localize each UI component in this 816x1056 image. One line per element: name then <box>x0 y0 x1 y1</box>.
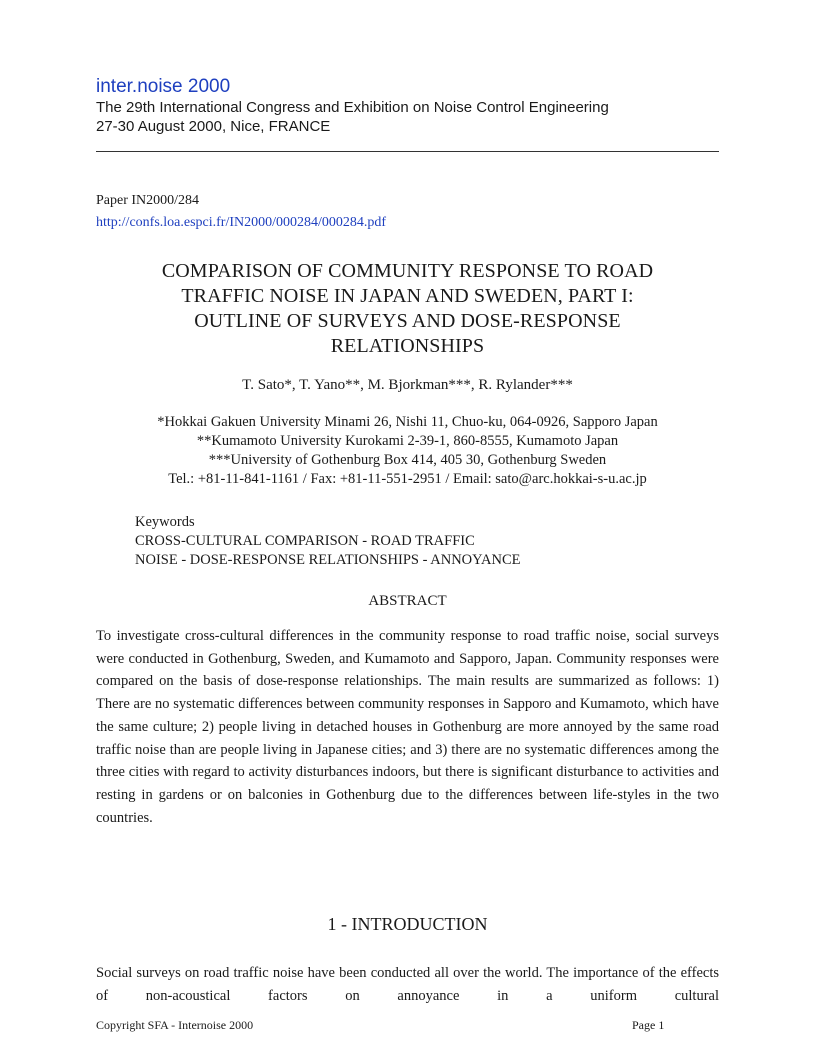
keywords-block <box>135 513 520 570</box>
header-divider <box>96 151 719 152</box>
paper-title <box>96 259 719 359</box>
introduction-heading: 1 - INTRODUCTION <box>327 914 488 934</box>
conference-name: inter.noise 2000 <box>96 76 231 97</box>
conference-date-place: 27-30 August 2000, Nice, FRANCE <box>96 118 331 135</box>
paper-url-link[interactable]: http://confs.loa.espci.fr/IN2000/000284/000284.pdf <box>96 215 387 230</box>
footer-copyright: Copyright SFA - Internoise 2000 <box>96 1018 254 1032</box>
title-line: COMPARISON OF COMMUNITY RESPONSE TO ROAD <box>161 260 654 282</box>
contact-line: Tel.: +81-11-841-1161 / Fax: +81-11-551-2951 / Email: sato@arc.hokkai-s-u.ac.jp <box>168 471 647 487</box>
authors: T. Sato*, T. Yano**, M. Bjorkman***, R. Rylander*** <box>242 377 573 393</box>
abstract-heading: ABSTRACT <box>368 593 447 609</box>
footer-page-number: Page 1 <box>632 1018 665 1032</box>
keywords-line: NOISE - DOSE-RESPONSE RELATIONSHIPS - ANNOYANCE <box>135 552 521 568</box>
conference-header <box>96 76 719 136</box>
title-line: OUTLINE OF SURVEYS AND DOSE-RESPONSE <box>194 310 621 332</box>
affiliations <box>96 413 719 489</box>
affiliation-line: *Hokkai Gakuen University Minami 26, Nishi 11, Chuo-ku, 064-0926, Sapporo Japan <box>157 414 658 430</box>
abstract-text: To investigate cross-cultural differences in the community response to road traffic noise, social surveys were conducted in Gothenburg, Sweden, and Kumamoto and Sapporo, Japan. Community responses were compared on the basis of dose-response relationships. The main results are summarized as follows: 1) There are no systematic differences between community responses in Sapporo and Kumamoto, which have the same culture; 2) people living in detached houses in Gothenburg are more annoyed by the same road traffic noise than are people living in Japanese cities; and 3) there are no systematic differences among the three cities with regard to activity disturbances indoors, but there is significant disturbance to activities and resting in gardens or on balconies in Gothenburg due to the differences between life-styles in the two countries. <box>96 628 719 826</box>
affiliation-line: **Kumamoto University Kurokami 2-39-1, 860-8555, Kumamoto Japan <box>196 433 619 449</box>
title-line: RELATIONSHIPS <box>330 335 485 357</box>
paper-id: Paper IN2000/284 <box>96 193 200 208</box>
affiliation-line: ***University of Gothenburg Box 414, 405 30, Gothenburg Sweden <box>208 452 607 468</box>
keywords-label: Keywords <box>135 514 195 530</box>
congress-line: The 29th International Congress and Exhibition on Noise Control Engineering <box>96 99 609 116</box>
keywords-line: CROSS-CULTURAL COMPARISON - ROAD TRAFFIC <box>135 533 475 549</box>
title-line: TRAFFIC NOISE IN JAPAN AND SWEDEN, PART I: <box>181 285 634 307</box>
introduction-text: Social surveys on road traffic noise have been conducted all over the world. The importance of the effects of non-acoustical factors on annoyance in a uniform cultural <box>96 965 719 1004</box>
